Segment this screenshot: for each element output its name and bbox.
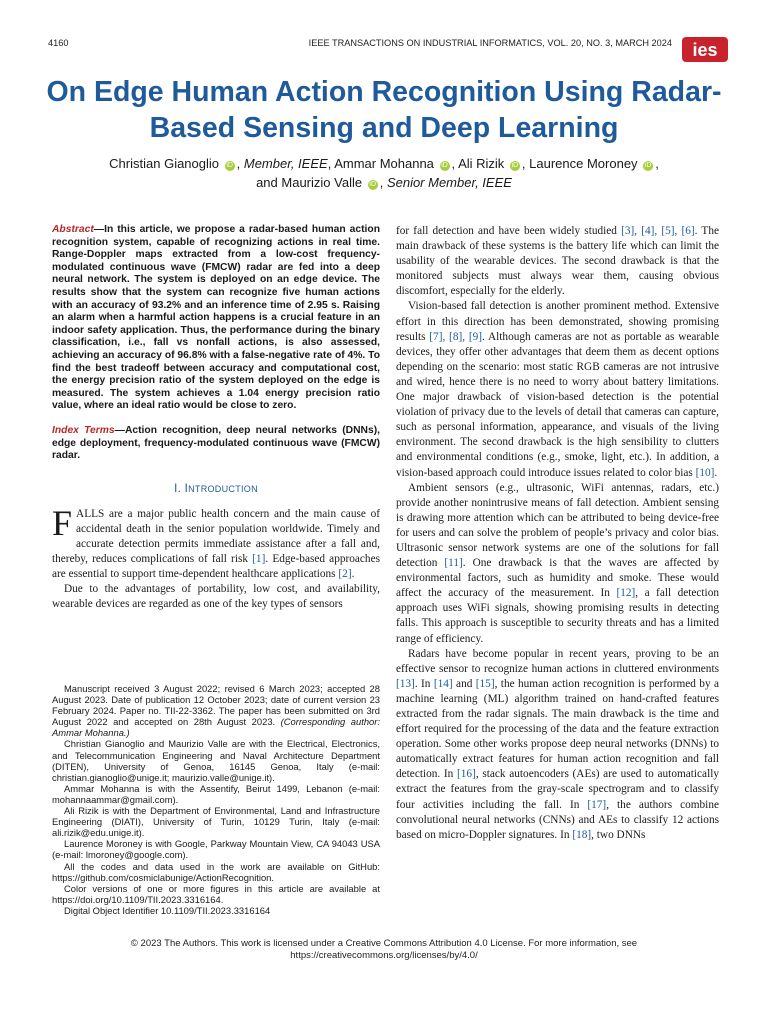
citation-link[interactable]: [3], [4], [5], [6] <box>621 225 695 237</box>
author-name: Ali Rizik <box>458 156 505 171</box>
index-terms-text: —Action recognition, deep neural networks (DNNs), edge deployment, frequency-modulated continuous wave (FMCW) radar. <box>52 424 380 462</box>
footnote-paragraph: Digital Object Identifier 10.1109/TII.2023.3316164 <box>64 904 271 916</box>
orcid-icon[interactable]: iD <box>511 162 519 169</box>
intro-paragraph: FALLS are a major public health concern and the main cause of accidental death in the senior population worldwide. Timely and accurate detection permits immediate assistance after a fall and, thereby, reduces complications of fall risk [1]. Edge-based approaches are essential to support time-dependent healthcare applications [2]. <box>52 502 380 581</box>
orcid-icon[interactable]: iD <box>644 162 652 169</box>
ies-logo-icon <box>682 37 728 62</box>
author-name: Maurizio Valle <box>281 175 363 190</box>
footnote-paragraph: Ammar Mohanna is with the Assentify, Beirut 1499, Lebanon (e-mail: mohannaammar@gmail.com). <box>52 782 380 805</box>
index-terms-label: Index Terms <box>52 424 115 436</box>
license-link[interactable]: https://creativecommons.org/licenses/by/4.0/ <box>290 950 478 961</box>
citation-link[interactable]: [7], [8], [9] <box>429 330 483 343</box>
footnote-paragraph: Manuscript received 3 August 2022; revised 6 March 2023; accepted 28 August 2023. Date of publication 12 October 2023; date of current version 23 February 2024. Paper no. TII-22-3362. The paper has been submitted on 3rd August 2022 and accepted on 28th August 2023. (Corresponding author: Ammar Mohanna.) <box>52 683 380 739</box>
citation-link[interactable]: [17] <box>587 798 607 811</box>
logo-text: ies <box>692 40 718 60</box>
body-paragraph: Ambient sensors (e.g., ultrasonic, WiFi antennas, radars, etc.) provide another nonintrusive means of fall detection. Ambient sensing is drawing more attention which can be attributed to being device-free for users and can solve the problem of people’s privacy and color bias. Ultrasonic sensor network systems are one of the solutions for fall detection [11]. One drawback is that the waves are affected by environmental factors, such as humidity and smoke. These would affect the accuracy of the measurement. In [12], a fall detection approach uses WiFi signals, showing promising results in detecting falls. This approach is susceptible to security threats and has a limited range of efficiency. <box>396 481 719 645</box>
orcid-icon[interactable]: iD <box>226 162 233 169</box>
footnote-paragraph: Laurence Moroney is with Google, Parkway Mountain View, CA 94043 USA (e-mail: lmoroney@google.com). <box>52 838 380 861</box>
citation-link[interactable]: [1] <box>252 552 266 565</box>
right-column <box>396 224 719 843</box>
abstract <box>52 224 380 413</box>
author-list: Christian Gianoglio iD , Member, IEEE, Ammar Mohanna iD , Ali Rizik iD , Laurence Moroney iD , and Maurizio Valle iD , Senior Member, IEEE <box>109 156 659 190</box>
orcid-icon[interactable]: iD <box>441 162 448 169</box>
footnote-paragraph: All the codes and data used in the work are available on GitHub: https://github.com/cosmiclabunige/ActionRecognition. <box>52 860 380 883</box>
section-heading: I. INTRODUCTION <box>174 482 258 495</box>
license-line: © 2023 The Authors. This work is licensed under a Creative Commons Attribution 4.0 License. For more information, see <box>130 938 638 949</box>
paper-title: On Edge Human Action Recognition Using Radar-Based Sensing and Deep Learning <box>46 76 722 144</box>
citation-link[interactable]: [11] <box>444 557 463 570</box>
author-name: Laurence Moroney <box>529 156 638 171</box>
footnote-paragraph: Ali Rizik is with the Department of Environmental, Land and Infrastructure Engineering (DIATI), University of Turin, 10129 Turin, Italy (e-mail: ali.rizik@edu.unige.it). <box>52 805 380 839</box>
citation-link[interactable]: [10] <box>695 466 715 479</box>
license-notice <box>40 938 728 962</box>
author-role: Senior Member, IEEE <box>386 175 512 190</box>
intro-text <box>52 502 380 613</box>
citation-link[interactable]: [14] <box>433 677 453 690</box>
drop-cap: F <box>52 502 73 543</box>
journal-name: IEEE TRANSACTIONS ON INDUSTRIAL INFORMATICS, VOL. 20, NO. 3, MARCH 2024 <box>308 38 672 48</box>
body-paragraph: Vision-based fall detection is another prominent method. Extensive effort in this direction has been demonstrated, showing promising results [7], [8], [9]. Although cameras are not as portable as wearable devices, they offer other advantages that deem them as decent options depending on the scenario: most static RGB cameras are not intrusive and wired, hence there is no need to worry about battery limitations. One major drawback of vision-based detection is the potential violation of privacy due to the levels of detail that cameras can capture, such as personal information, appearance, and visuals of the living environment. The second drawback is the high sensibility to clutters and environmental conditions (e.g., smoke, light, etc.). In addition, a vision-based approach could introduce issues related to color bias [10]. <box>396 300 719 479</box>
left-column <box>52 224 380 612</box>
abstract-text: —In this article, we propose a radar-based human action recognition system, capable of recognizing actions in real time. Range-Doppler maps extracted from a low-cost frequency-modulated continuous wave (FMCW) radar are fed into a deep neural network. The system is deployed on an edge device. The results show that the system can recognize five human actions with an accuracy of 93.2% and an inference time of 2.95 s. Raising an alarm when a harmful action happens is a crucial feature in an indoor safety application. Thus, the performance during the binary classification, i.e., fall vs nonfall actions, is also assessed, achieving an accuracy of 96.8% with a false-negative rate of 4%. To find the best tradeoff between accuracy and computational cost, the energy precision ratio of the system deployed on the edge is measured. The system achieves a 1.04 energy precision ratio value, where an ideal ratio would be close to zero. <box>52 224 380 412</box>
author-conjunction: and <box>256 175 278 190</box>
author-role: Member, IEEE <box>243 156 328 171</box>
footnote-paragraph: Color versions of one or more figures in this article are available at https://doi.org/10.1109/TII.2023.3316164. <box>52 882 380 905</box>
footnote <box>52 683 380 916</box>
author-name: Ammar Mohanna <box>334 156 434 171</box>
intro-paragraph: Due to the advantages of portability, low cost, and availability, wearable devices are regarded as one of the key types of sensors <box>52 583 380 611</box>
footnote-paragraph: Christian Gianoglio and Maurizio Valle are with the Electrical, Electronics, and Telecommunication Engineering and Naval Architecture Department (DITEN), University of Genoa, 16145 Genoa, Italy (e-mail: christian.gianoglio@unige.it; maurizio.valle@unige.it). <box>52 738 380 783</box>
page-number: 4160 <box>48 38 69 48</box>
citation-link[interactable]: [15] <box>475 677 495 690</box>
abstract-label: Abstract <box>52 224 94 235</box>
citation-link[interactable]: [2] <box>338 568 352 581</box>
author-name: Christian Gianoglio <box>109 156 220 171</box>
index-terms <box>52 425 380 463</box>
citation-link[interactable]: [18] <box>572 828 592 841</box>
citation-link[interactable]: [12] <box>616 587 636 600</box>
citation-link[interactable]: [13] <box>396 677 415 690</box>
citation-link[interactable]: [16] <box>457 768 476 781</box>
orcid-icon[interactable]: iD <box>369 181 377 188</box>
body-paragraph: Radars have become popular in recent years, proving to be an effective sensor to recognize human actions in cluttered environments [13]. In [14] and [15], the human action recognition is performed by a machine learning (ML) algorithm trained on hand-crafted features extracted from the radar signals. The main drawback is the time and effort required for the processing of the data and the feature extraction operation. Some other works propose deep neural networks (DNNs) to automatically extract features for human action recognition and fall detection. In [16], stack autoencoders (AEs) are used to automatically extract the features from the gray-scale spectrogram and to classify four activities including the fall. In [17], the authors combine convolutional neural networks (CNNs) and AEs to classify 12 actions based on micro-Doppler signatures. In [18], two DNNs <box>396 647 719 841</box>
body-paragraph: for fall detection and have been widely studied [3], [4], [5], [6]. The main drawback of these systems is the battery life which can limit the usability of the wearable devices. The second drawback is that the monitored subjects must always wear them, causing obvious discomfort, especially for the elderly. <box>396 225 719 298</box>
